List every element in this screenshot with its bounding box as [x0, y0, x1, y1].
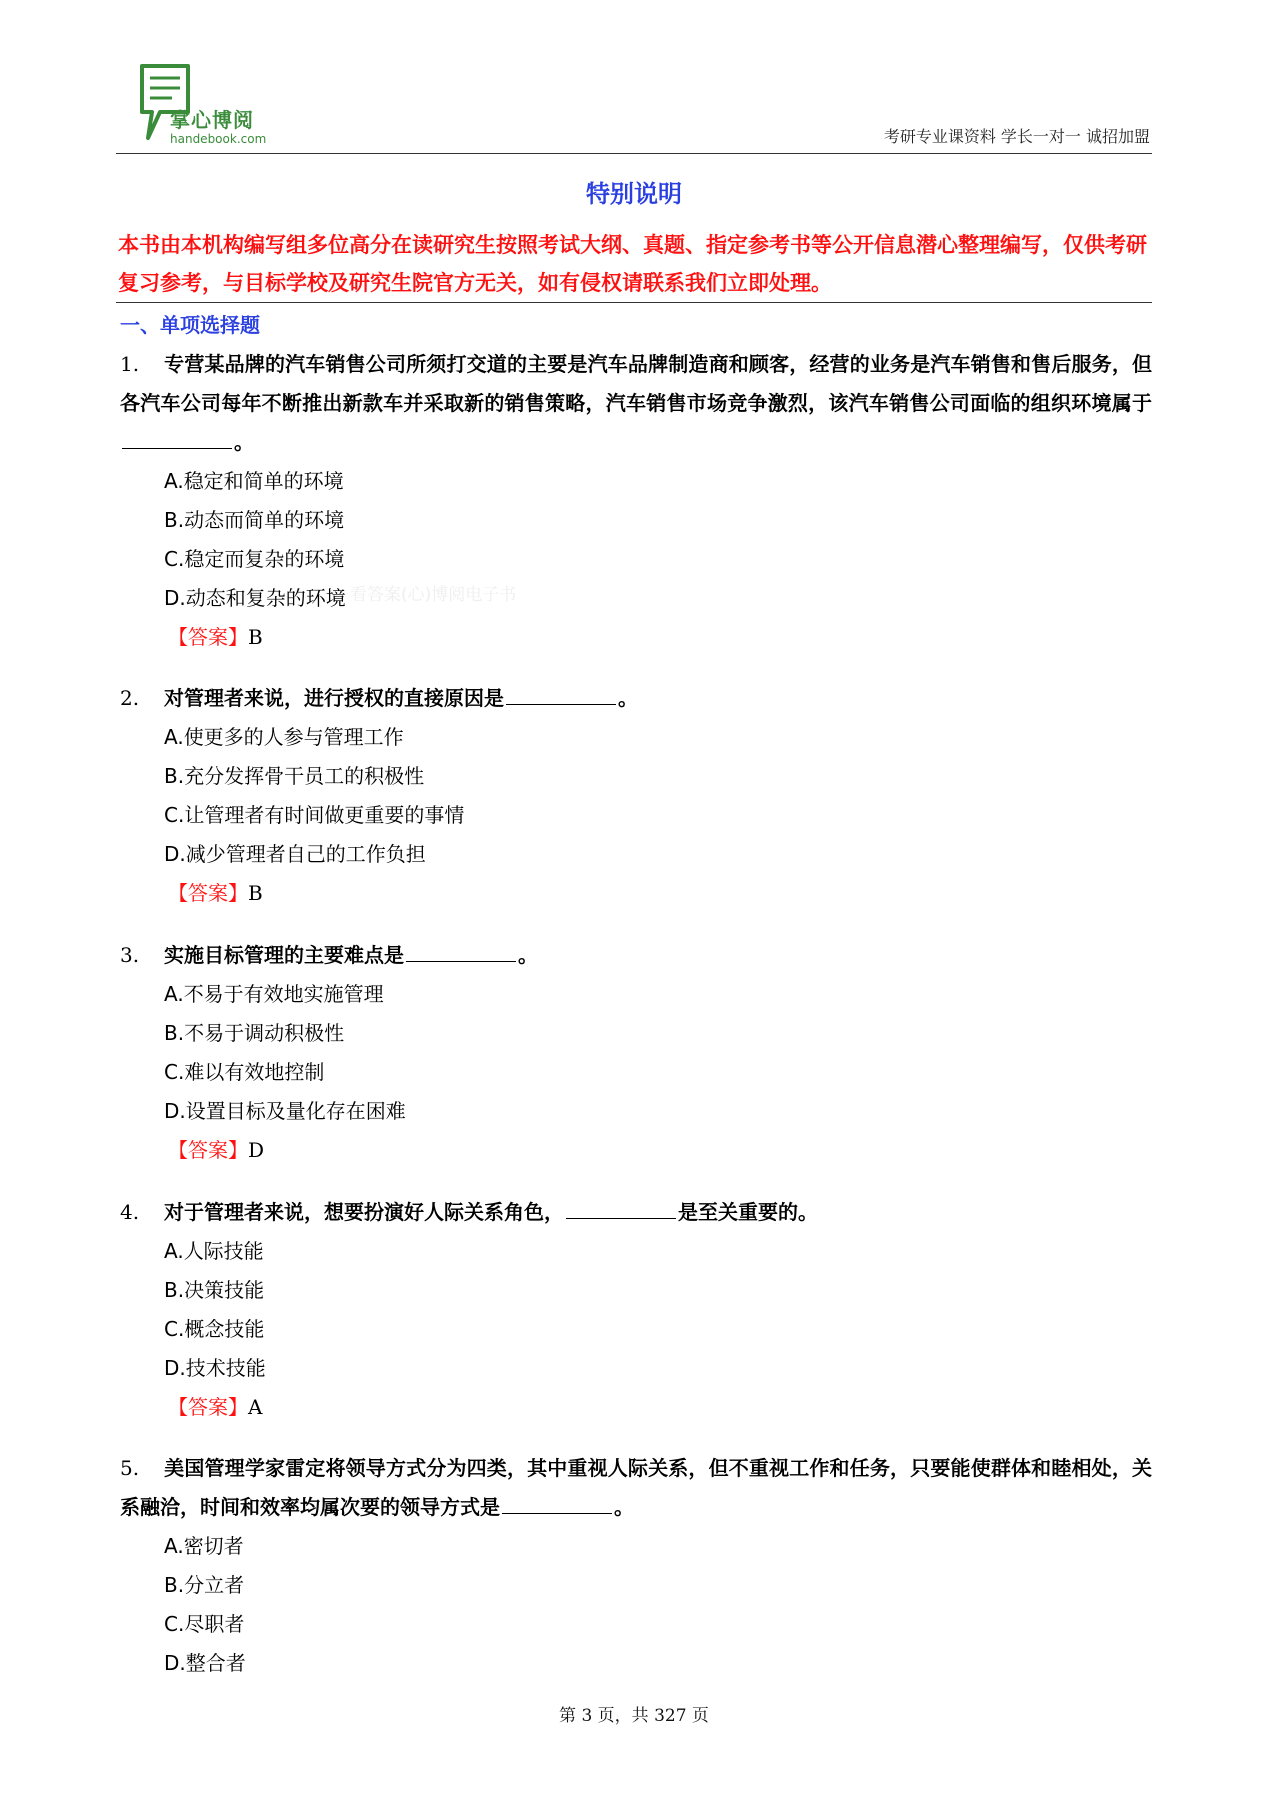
answer-value: D: [248, 1138, 265, 1162]
option-c: C.让管理者有时间做更重要的事情: [164, 803, 465, 827]
option-d: D.动态和复杂的环境: [164, 586, 346, 610]
option-c: C.难以有效地控制: [164, 1060, 325, 1084]
answer-line: [120, 618, 1152, 657]
notice-title: 特别说明: [586, 180, 682, 208]
logo-name: 掌心博阅: [170, 108, 254, 132]
stem-text: 美国管理学家雷定将领导方式分为四类，其中重视人际关系，但不重视工作和任务，只要能使群体和睦相处，关系融洽，时间和效率均属次要的领导方式是: [120, 1456, 1152, 1519]
question-stem: [120, 1193, 1152, 1232]
answer-blank: [566, 1196, 676, 1219]
answer-value: B: [248, 625, 263, 649]
stem-text: 对于管理者来说，想要扮演好人际关系角色，: [164, 1200, 564, 1224]
option-d: D.减少管理者自己的工作负担: [164, 842, 426, 866]
question-1: [120, 345, 1152, 657]
question-stem: [120, 679, 1152, 718]
question-3: [120, 936, 1152, 1170]
answer-value: B: [248, 881, 263, 905]
question-stem: [120, 1449, 1152, 1527]
stem-text-end: 。: [234, 430, 254, 454]
option-a: A.稳定和简单的环境: [164, 469, 344, 493]
notice-divider: [116, 302, 1152, 303]
section-title: 一、单项选择题: [120, 313, 260, 337]
answer-label: 【答案】: [168, 1138, 248, 1162]
question-number: 4.: [120, 1200, 140, 1224]
option-c: C.概念技能: [164, 1317, 265, 1341]
question-number: 1.: [120, 352, 140, 376]
notice-body: 本书由本机构编写组多位高分在读研究生按照考试大纲、真题、指定参考书等公开信息潜心整理编写，仅供考研复习参考，与目标学校及研究生院官方无关，如有侵权请联系我们立即处理。: [118, 233, 1147, 295]
option-d: D.设置目标及量化存在困难: [164, 1099, 406, 1123]
question-5: [120, 1449, 1152, 1683]
option-a: A.不易于有效地实施管理: [164, 982, 384, 1006]
watermark: 看答案(心)博阅电子书: [350, 585, 517, 605]
question-number: 3.: [120, 943, 140, 967]
stem-text-end: 。: [614, 1495, 634, 1519]
answer-value: A: [248, 1395, 263, 1419]
question-2: [120, 679, 1152, 913]
option-d: D.整合者: [164, 1651, 246, 1675]
answer-blank: [122, 426, 232, 449]
answer-line: [120, 874, 1152, 913]
question-stem: [120, 345, 1152, 462]
option-c: C.稳定而复杂的环境: [164, 547, 345, 571]
answer-label: 【答案】: [168, 881, 248, 905]
stem-text: 实施目标管理的主要难点是: [164, 943, 404, 967]
option-b: B.不易于调动积极性: [164, 1021, 345, 1045]
option-b: B.决策技能: [164, 1278, 265, 1302]
answer-blank: [502, 1491, 612, 1514]
question-4: [120, 1193, 1152, 1427]
stem-text: 专营某品牌的汽车销售公司所须打交道的主要是汽车品牌制造商和顾客，经营的业务是汽车销售和售后服务，但各汽车公司每年不断推出新款车并采取新的销售策略，汽车销售市场竞争激烈，该汽车销售公司面临的组织环境属于: [120, 352, 1152, 415]
header-divider: [116, 153, 1152, 154]
option-a: A.人际技能: [164, 1239, 264, 1263]
option-b: B.充分发挥骨干员工的积极性: [164, 764, 425, 788]
answer-line: [120, 1388, 1152, 1427]
handebook-logo: [130, 58, 290, 150]
question-number: 2.: [120, 686, 140, 710]
option-b: B.分立者: [164, 1573, 245, 1597]
page-footer: 第 3 页，共 327 页: [559, 1706, 709, 1726]
header-tagline: 考研专业课资料 学长一对一 诚招加盟: [883, 127, 1150, 146]
stem-text: 对管理者来说，进行授权的直接原因是: [164, 686, 504, 710]
stem-text-end: 是至关重要的。: [678, 1200, 818, 1224]
stem-text-end: 。: [518, 943, 538, 967]
answer-line: [120, 1131, 1152, 1170]
question-stem: [120, 936, 1152, 975]
option-d: D.技术技能: [164, 1356, 266, 1380]
option-a: A.密切者: [164, 1534, 244, 1558]
option-a: A.使更多的人参与管理工作: [164, 725, 404, 749]
answer-blank: [406, 939, 516, 962]
stem-text-end: 。: [618, 686, 638, 710]
logo-url: handebook.com: [170, 132, 267, 146]
option-c: C.尽职者: [164, 1612, 245, 1636]
answer-blank: [506, 682, 616, 705]
question-number: 5.: [120, 1456, 140, 1480]
option-b: B.动态而简单的环境: [164, 508, 345, 532]
answer-label: 【答案】: [168, 1395, 248, 1419]
answer-label: 【答案】: [168, 625, 248, 649]
